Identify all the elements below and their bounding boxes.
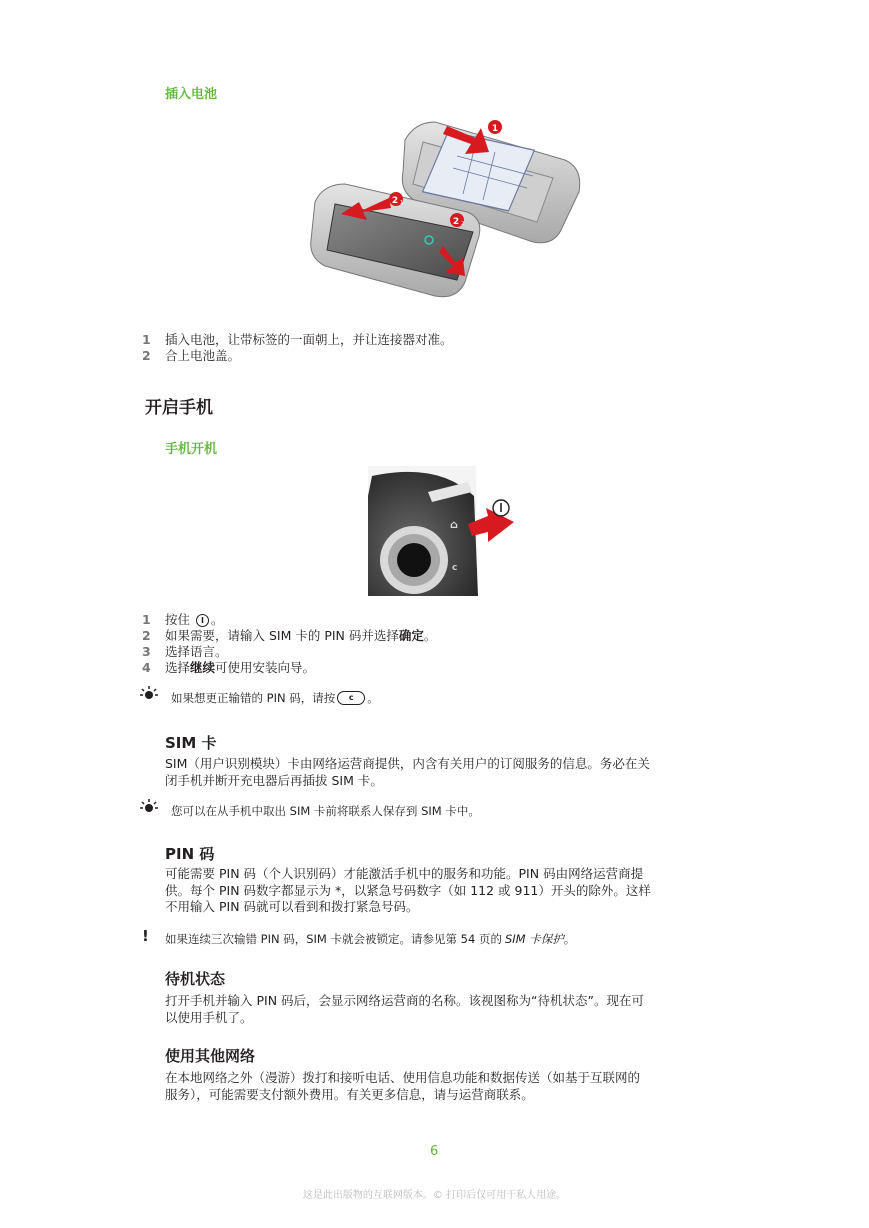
step-text: 按住 xyxy=(165,612,191,627)
paragraph-line: 服务），可能需要支付额外费用。有关更多信息，请与运营商联系。 xyxy=(165,1086,534,1102)
step-bold: 继续 xyxy=(190,660,216,675)
list-item xyxy=(142,644,436,660)
paragraph-line: 在本地网络之外（漫游）拨打和接听电话、使用信息功能和数据传送（如基于互联网的 xyxy=(165,1070,641,1085)
step-number: 3 xyxy=(142,644,151,659)
list-item xyxy=(142,348,453,364)
power-key-icon: I xyxy=(196,614,209,627)
insert-battery-heading: 插入电池 xyxy=(165,87,218,102)
tip-icon xyxy=(140,798,158,816)
list-item xyxy=(142,612,436,628)
step-number: 1 xyxy=(142,612,151,627)
warning-link[interactable]: SIM 卡保护 xyxy=(504,932,564,946)
list-item xyxy=(142,660,436,676)
badge-2b-label: 2 xyxy=(452,217,460,227)
step-text-end: 。 xyxy=(423,628,437,643)
sim-heading: SIM 卡 xyxy=(165,734,217,752)
page-number: 6 xyxy=(430,1144,439,1159)
badge-2b-sub: 2 xyxy=(461,221,465,227)
step-text: 插入电池，让带标签的一面朝上，并让连接器对准。 xyxy=(165,332,453,347)
badge-1-label: 1 xyxy=(491,124,499,134)
step-number: 1 xyxy=(142,332,151,347)
tip-text: 如果想更正输错的 PIN 码，请按 xyxy=(171,691,336,705)
other-networks-paragraph xyxy=(165,1070,735,1103)
paragraph-line: 以使用手机了。 xyxy=(165,1009,253,1025)
step-text-end: 。 xyxy=(211,612,224,627)
warning-text: 如果连续三次输错 PIN 码，SIM 卡就会被锁定。请参见第 54 页的 xyxy=(165,932,502,946)
list-item xyxy=(142,628,436,644)
turn-on-title: 开启手机 xyxy=(145,398,213,418)
badge-2a-label: 2 xyxy=(391,196,399,206)
paragraph-line: SIM（用户识别模块）卡由网络运营商提供，内含有关用户的订阅服务的信息。务必在关 xyxy=(165,756,650,771)
paragraph-line: 不用输入 PIN 码就可以看到和拨打紧急号码。 xyxy=(165,899,419,914)
step-text: 如果需要，请输入 SIM 卡的 PIN 码并选择 xyxy=(165,628,399,643)
turn-on-heading: 手机开机 xyxy=(165,442,218,457)
c-key-glyph: c xyxy=(452,563,458,573)
paragraph-line: 闭手机并断开充电器后再插拔 SIM 卡。 xyxy=(165,772,383,788)
tip-text-end: 。 xyxy=(367,691,379,705)
battery-steps xyxy=(142,332,453,364)
battery-illustration xyxy=(305,112,585,324)
badge-2a-sub: 1 xyxy=(400,200,404,206)
step-text: 选择 xyxy=(165,660,191,675)
badge-2a xyxy=(389,192,403,206)
standby-paragraph xyxy=(165,993,735,1026)
warning-text-end: 。 xyxy=(563,932,576,946)
sim-paragraph xyxy=(165,756,735,789)
paragraph-line: 可能需要 PIN 码（个人识别码）才能激活手机中的服务和功能。PIN 码由网络运营商提 xyxy=(165,866,644,881)
step-number: 4 xyxy=(142,660,151,675)
step-bold: 确定 xyxy=(398,628,424,643)
power-key-illustration xyxy=(368,466,518,596)
power-icon xyxy=(493,500,509,516)
step-number: 2 xyxy=(142,628,151,643)
turn-on-steps xyxy=(142,612,436,676)
step-text-end: 可使用安装向导。 xyxy=(215,660,316,675)
footer-note: 这是此出版物的互联网版本。© 打印后仅可用于私人用途。 xyxy=(302,1190,567,1201)
step-text: 选择语言。 xyxy=(165,644,228,659)
standby-heading: 待机状态 xyxy=(165,970,226,988)
warning-icon: ! xyxy=(142,927,149,945)
paragraph-line: 供。每个 PIN 码数字都显示为 *，以紧急号码数字（如 112 或 911）开头的除外。这样 xyxy=(165,882,651,898)
paragraph-line: 打开手机并输入 PIN 码后，会显示网络运营商的名称。该视图称为“待机状态”。现在可 xyxy=(165,993,644,1008)
sim-tip: 您可以在从手机中取出 SIM 卡前将联系人保存到 SIM 卡中。 xyxy=(171,804,480,818)
pin-paragraph xyxy=(165,866,735,916)
step-text: 合上电池盖。 xyxy=(165,348,241,363)
list-item xyxy=(142,332,453,348)
pin-heading: PIN 码 xyxy=(165,845,215,863)
pin-correction-tip xyxy=(171,690,379,706)
phone-key-glyph: ⌂ xyxy=(450,518,458,531)
badge-1 xyxy=(488,120,502,134)
tip-icon xyxy=(140,685,158,703)
step-number: 2 xyxy=(142,348,151,363)
pin-warning xyxy=(165,931,575,947)
other-networks-heading: 使用其他网络 xyxy=(165,1047,256,1065)
c-key-icon: c xyxy=(337,691,365,705)
